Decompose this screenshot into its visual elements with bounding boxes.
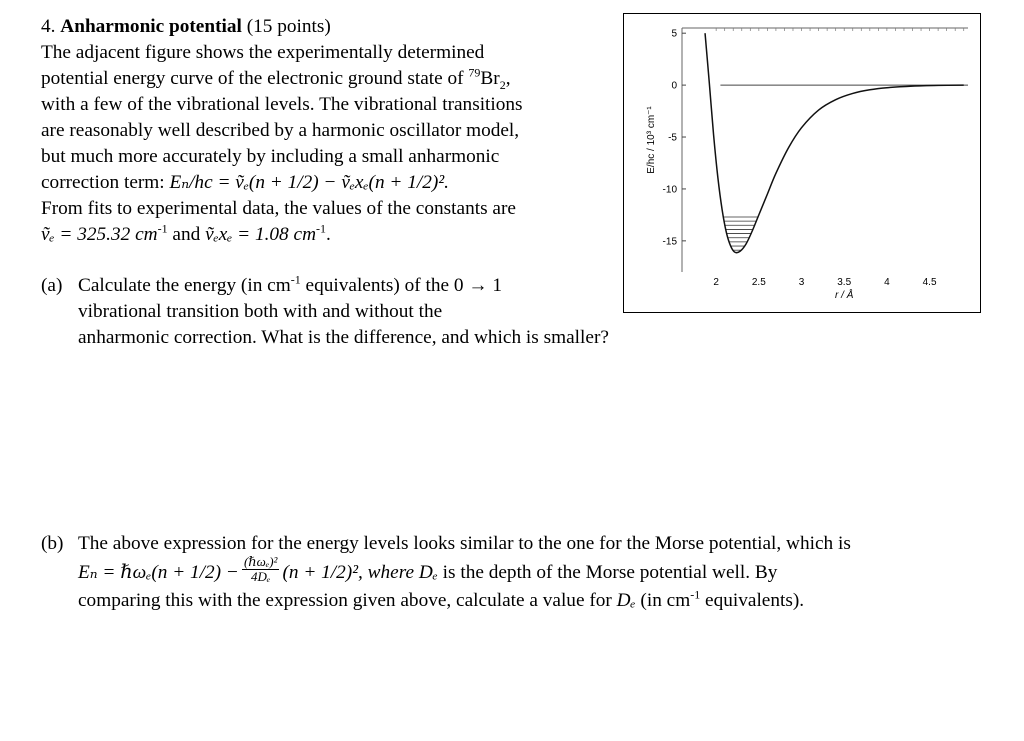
statement-line-7: From fits to experimental data, the values of the constants are [41,198,516,219]
y-tick-label-2: -5 [668,132,677,144]
energy-equation: Eₙ/hc = ṽₑ(n + 1/2) − ṽₑxₑ(n + 1/2)². [169,172,449,193]
x-tick-label-1: 2.5 [751,277,766,288]
statement-line-1: The adjacent figure shows the experimentally determined [41,42,485,63]
y-axis-label: E/hc / 10³ cm⁻¹ [646,106,657,174]
y-tick-label-1: 0 [671,80,677,92]
isotope-superscript: 79 [468,65,481,80]
part-b-unit-exponent: -1 [690,587,701,602]
statement-line-8-and: and [167,224,206,245]
ve-value: ṽₑ = 325.32 cm [41,224,158,245]
part-b-line-1: The above expression for the energy levels looks similar to the one for the Morse potential, which is [78,533,851,554]
morse-fraction-denominator: 4Dₑ [251,569,271,584]
part-a-line-3: anharmonic correction. What is the difference, and which is smaller? [78,327,609,348]
part-b-line-3-end: equivalents). [700,590,805,611]
de-symbol: Dₑ [418,561,438,583]
part-a-line-2: vibrational transition both with and without the [78,301,443,322]
part-b-line-3 [78,588,991,614]
part-b-body [78,531,991,614]
x-axis-label: r / Å [835,290,854,301]
x-tick-label-3: 3.5 [837,277,852,288]
morse-equation-end: (n + 1/2)², where [282,561,419,583]
morse-fraction-numerator: (ℏωₑ)² [243,554,278,569]
potential-energy-figure [623,13,981,313]
statement-line-3: with a few of the vibrational levels. The vibrational transitions [41,94,523,115]
statement-line-2 [41,66,601,92]
part-b [41,531,991,614]
statement-line-2-text: potential energy curve of the electronic ground state of [41,68,469,89]
part-a-line-1-end: equivalents) of the 0 → 1 [300,275,503,296]
question-title: Anharmonic potential [60,16,242,37]
y-tick-label-4: -15 [662,236,677,248]
y-tick-label-3: -10 [662,184,677,196]
part-b-line-2 [78,554,991,588]
part-a-label: (a) [41,275,63,296]
statement-line-5: but much more accurately by including a small anharmonic [41,146,500,167]
question-points: (15 points) [246,16,331,37]
morse-equation-start: Eₙ = ℏωₑ(n + 1/2) − [78,561,239,583]
statement-line-8 [41,222,601,248]
part-a [41,273,721,351]
part-a-unit-exponent: -1 [290,272,301,287]
potential-energy-chart [624,14,982,314]
problem-heading [41,14,601,40]
x-tick-label-4: 4 [884,277,890,288]
part-b-line-3-text: comparing this with the expression given above, calculate a value for [78,590,617,611]
morse-fraction [242,555,280,584]
part-b-label: (b) [41,533,64,554]
problem-statement [41,14,601,248]
potential-curve [705,33,964,253]
statement-line-2-end: , [505,68,511,89]
x-tick-label-2: 3 [798,277,805,288]
statement-line-8-end: . [326,224,331,245]
statement-line-6 [41,170,601,196]
part-b-line-3-mid: (in cm [635,590,691,611]
vexe-value: ṽₑxₑ = 1.08 cm [205,224,317,245]
de-symbol-2: Dₑ [616,590,636,611]
molecule-subscript: 2 [499,77,506,92]
ve-unit-exponent: -1 [157,221,168,236]
x-tick-label-5: 4.5 [922,277,937,288]
molecule-symbol: Br [480,68,500,89]
question-number: 4. [41,16,56,37]
statement-line-4: are reasonably well described by a harmonic oscillator model, [41,120,520,141]
x-tick-label-0: 2 [713,277,719,288]
part-b-line-2-end: is the depth of the Morse potential well. By [437,561,778,583]
y-tick-label-0: 5 [671,28,677,40]
vexe-unit-exponent: -1 [316,221,327,236]
part-a-line-1-text: Calculate the energy (in cm [78,275,291,296]
statement-line-6-text: correction term: [41,172,170,193]
